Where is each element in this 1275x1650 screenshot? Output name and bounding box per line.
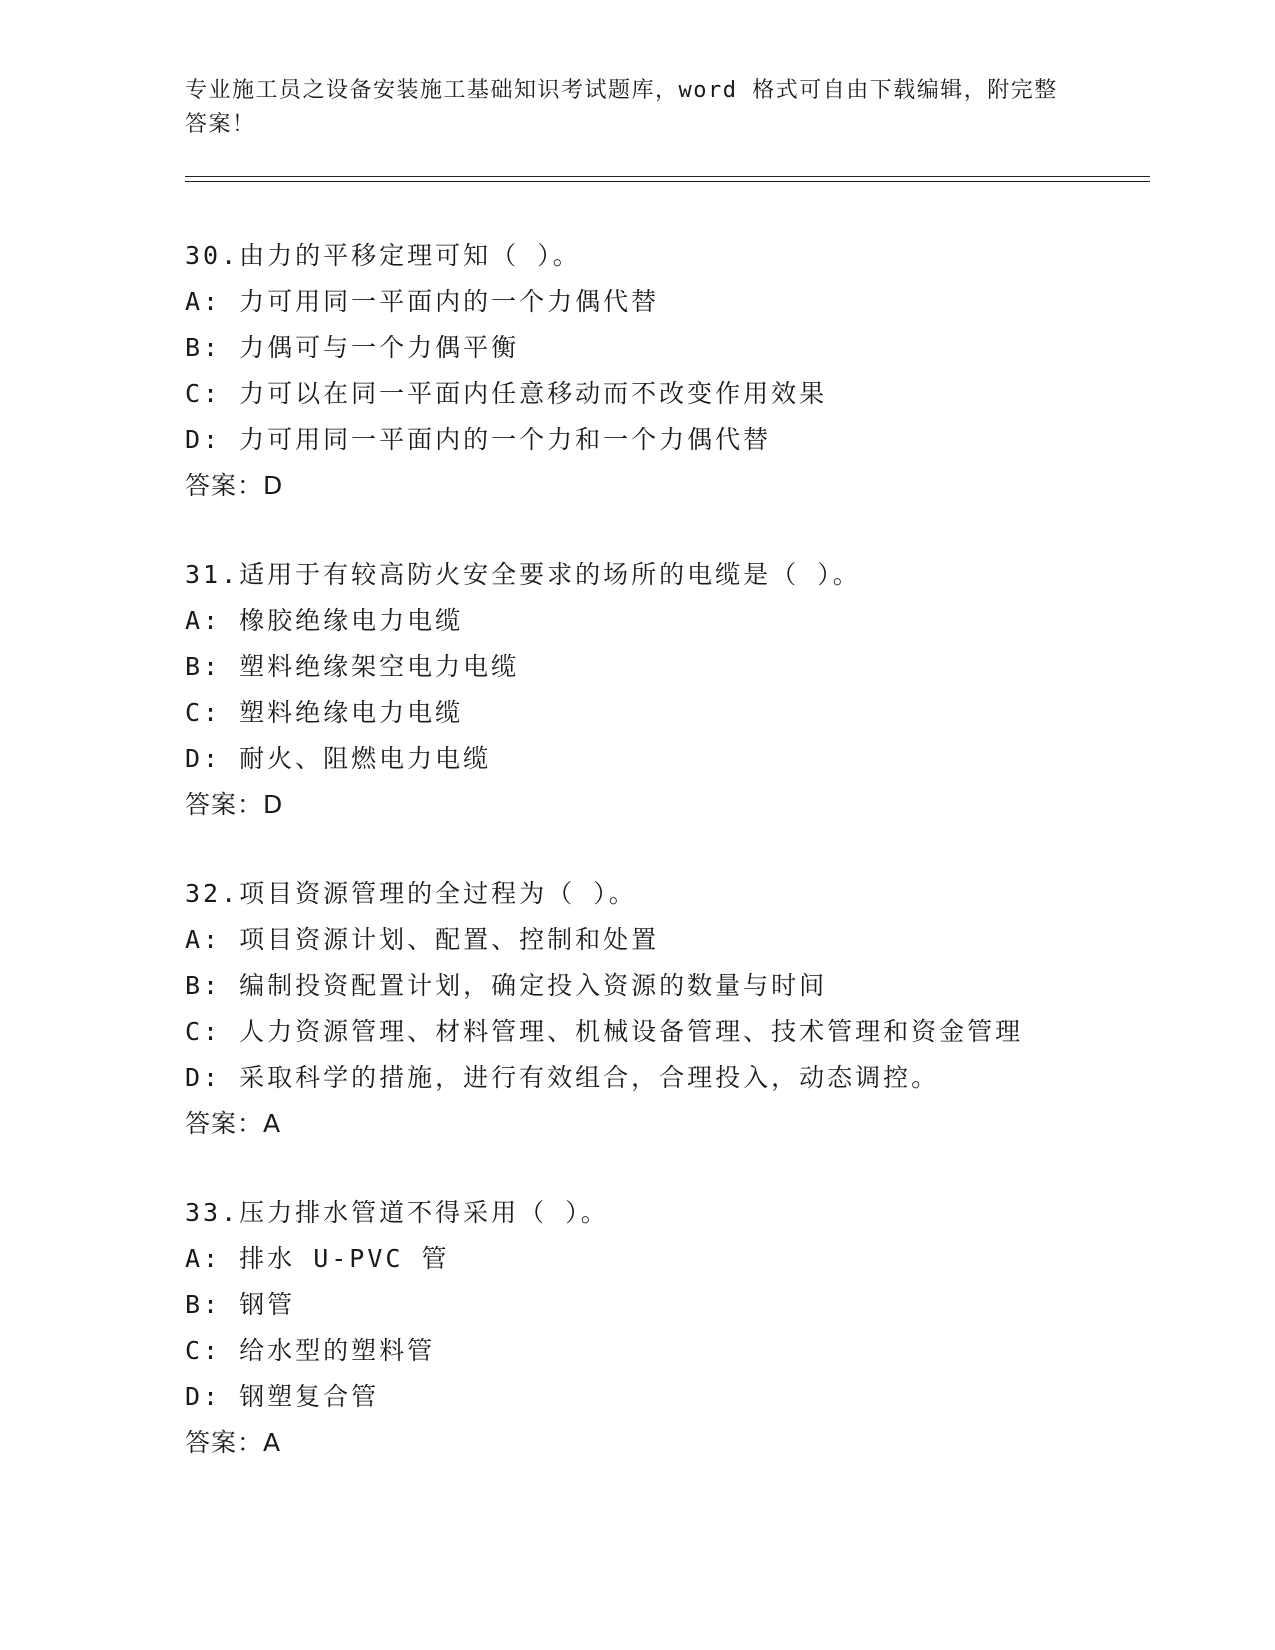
option-a: A: 项目资源计划、配置、控制和处置 xyxy=(185,925,660,954)
answer: 答案：A xyxy=(185,1109,282,1138)
answer: 答案：D xyxy=(185,790,284,819)
option-a: A: 橡胶绝缘电力电缆 xyxy=(185,606,464,635)
question-stem: 30.由力的平移定理可知（ ）。 xyxy=(185,241,581,270)
header-divider-bottom xyxy=(185,181,1150,182)
option-d: D: 采取科学的措施，进行有效组合，合理投入，动态调控。 xyxy=(185,1063,940,1092)
option-c: C: 塑料绝缘电力电缆 xyxy=(185,698,464,727)
option-d: D: 耐火、阻燃电力电缆 xyxy=(185,744,492,773)
option-d: D: 力可用同一平面内的一个力和一个力偶代替 xyxy=(185,425,772,454)
document-header: 专业施工员之设备安装施工基础知识考试题库，word 格式可自由下载编辑，附完整答案！ xyxy=(185,78,1058,137)
question-31 xyxy=(185,552,1145,828)
option-a: A: 排水 U-PVC 管 xyxy=(185,1244,450,1273)
option-c: C: 人力资源管理、材料管理、机械设备管理、技术管理和资金管理 xyxy=(185,1017,1024,1046)
question-stem: 33.压力排水管道不得采用（ ）。 xyxy=(185,1198,609,1227)
header-divider-top xyxy=(185,176,1150,177)
question-stem: 32.项目资源管理的全过程为（ ）。 xyxy=(185,879,637,908)
question-stem: 31.适用于有较高防火安全要求的场所的电缆是（ ）。 xyxy=(185,560,861,589)
answer: 答案：A xyxy=(185,1428,282,1457)
answer: 答案：D xyxy=(185,471,284,500)
option-c: C: 力可以在同一平面内任意移动而不改变作用效果 xyxy=(185,379,828,408)
option-c: C: 给水型的塑料管 xyxy=(185,1336,436,1365)
question-30 xyxy=(185,233,1145,509)
option-d: D: 钢塑复合管 xyxy=(185,1382,380,1411)
question-32 xyxy=(185,871,1145,1147)
option-a: A: 力可用同一平面内的一个力偶代替 xyxy=(185,287,660,316)
option-b: B: 钢管 xyxy=(185,1290,296,1319)
option-b: B: 力偶可与一个力偶平衡 xyxy=(185,333,520,362)
question-33 xyxy=(185,1190,1145,1466)
option-b: B: 编制投资配置计划，确定投入资源的数量与时间 xyxy=(185,971,828,1000)
option-b: B: 塑料绝缘架空电力电缆 xyxy=(185,652,520,681)
